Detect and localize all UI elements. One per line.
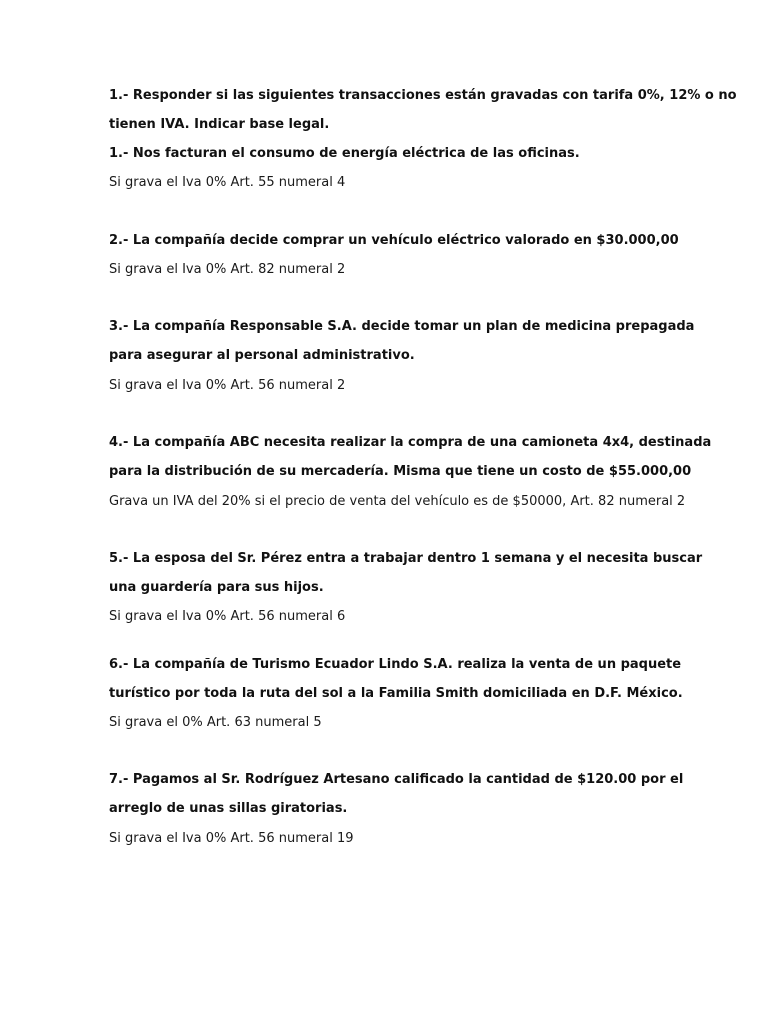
question-5-line-2: una guardería para sus hijos.: [109, 580, 324, 595]
question-5-line-1: 5.- La esposa del Sr. Pérez entra a trabajar dentro 1 semana y el necesita buscar: [109, 551, 703, 566]
question-4-line-2: para la distribución de su mercadería. Misma que tiene un costo de $55.000,00: [109, 464, 692, 479]
question-3-line-1: 3.- La compañía Responsable S.A. decide tomar un plan de medicina prepagada: [109, 319, 695, 334]
intro-line-2: tienen IVA. Indicar base legal.: [109, 117, 330, 132]
answer-5: Si grava el Iva 0% Art. 56 numeral 6: [109, 609, 346, 624]
answer-1: Si grava el Iva 0% Art. 55 numeral 4: [109, 175, 346, 190]
answer-2: Si grava el Iva 0% Art. 82 numeral 2: [109, 262, 346, 277]
question-2-line-1: 2.- La compañía decide comprar un vehículo eléctrico valorado en $30.000,00: [109, 233, 679, 248]
question-6-line-1: 6.- La compañía de Turismo Ecuador Lindo S.A. realiza la venta de un paquete: [109, 657, 682, 672]
intro-line-1: 1.- Responder si las siguientes transacciones están gravadas con tarifa 0%, 12% o no: [109, 88, 737, 103]
question-6-line-2: turístico por toda la ruta del sol a la Familia Smith domiciliada en D.F. México.: [109, 686, 683, 701]
answer-6: Si grava el 0% Art. 63 numeral 5: [109, 715, 322, 730]
question-1-line-1: 1.- Nos facturan el consumo de energía eléctrica de las oficinas.: [109, 146, 580, 161]
question-7-line-1: 7.- Pagamos al Sr. Rodríguez Artesano calificado la cantidad de $120.00 por el: [109, 772, 684, 787]
answer-7: Si grava el Iva 0% Art. 56 numeral 19: [109, 831, 354, 846]
question-4-line-1: 4.- La compañía ABC necesita realizar la compra de una camioneta 4x4, destinada: [109, 435, 712, 450]
answer-4: Grava un IVA del 20% si el precio de venta del vehículo es de $50000, Art. 82 numeral 2: [109, 494, 686, 509]
question-7-line-2: arreglo de unas sillas giratorias.: [109, 801, 348, 816]
question-3-line-2: para asegurar al personal administrativo.: [109, 348, 415, 363]
answer-3: Si grava el Iva 0% Art. 56 numeral 2: [109, 378, 346, 393]
